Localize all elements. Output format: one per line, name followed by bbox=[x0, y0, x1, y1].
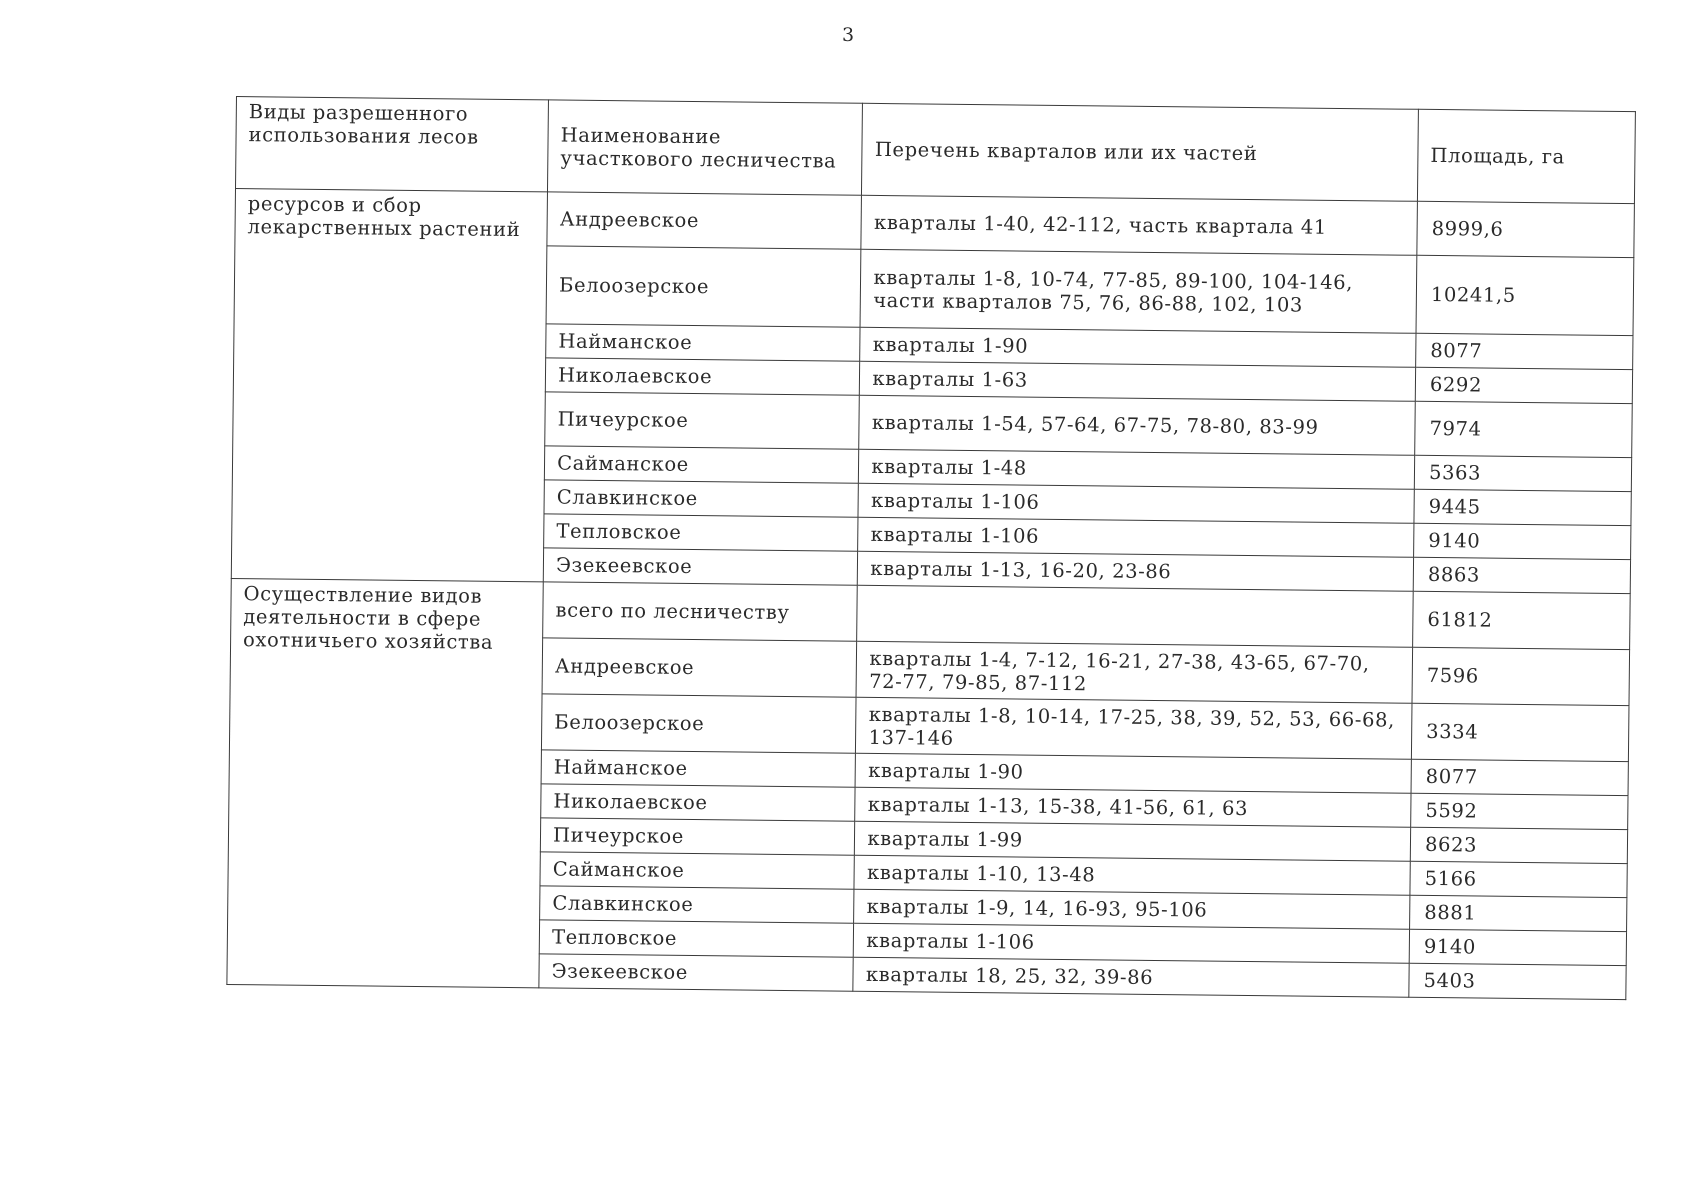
quarters-cell: кварталы 1-4, 7-12, 16-21, 27-38, 43-65, 67-70, 72-77, 79-85, 87-112 bbox=[856, 641, 1412, 703]
quarters-cell: кварталы 1-10, 13-48 bbox=[854, 855, 1410, 895]
quarters-cell: кварталы 1-13, 16-20, 23-86 bbox=[858, 551, 1414, 591]
quarters-cell: кварталы 18, 25, 32, 39-86 bbox=[853, 957, 1409, 997]
forest-use-table bbox=[226, 96, 1636, 1000]
forestry-cell: Эзекеевское bbox=[539, 954, 854, 991]
area-cell: 10241,5 bbox=[1416, 255, 1634, 335]
area-cell: 6292 bbox=[1415, 367, 1632, 403]
area-cell: 5403 bbox=[1409, 963, 1626, 999]
area-cell: 7596 bbox=[1412, 647, 1630, 705]
area-cell: 5166 bbox=[1410, 861, 1627, 897]
area-cell: 8863 bbox=[1413, 557, 1630, 593]
forestry-cell: Эзекеевское bbox=[543, 548, 858, 585]
quarters-cell: кварталы 1-106 bbox=[858, 483, 1414, 523]
forestry-cell: Белоозерское bbox=[546, 246, 861, 327]
forestry-cell: Найманское bbox=[546, 324, 861, 361]
page-number: 3 bbox=[841, 24, 856, 46]
quarters-cell: кварталы 1-90 bbox=[860, 327, 1416, 367]
area-cell: 8881 bbox=[1410, 895, 1627, 931]
forestry-cell: Найманское bbox=[541, 750, 856, 787]
table-header-row bbox=[235, 97, 1635, 204]
area-cell: 7974 bbox=[1415, 401, 1633, 457]
forestry-cell: Андреевское bbox=[547, 192, 862, 249]
area-cell: 61812 bbox=[1413, 591, 1631, 649]
quarters-cell: кварталы 1-106 bbox=[854, 923, 1410, 963]
quarters-cell: кварталы 1-8, 10-74, 77-85, 89-100, 104-146, части кварталов 75, 76, 86-88, 102, 103 bbox=[860, 249, 1416, 333]
header-area: Площадь, га bbox=[1417, 109, 1635, 203]
forestry-cell: Николаевское bbox=[541, 784, 856, 821]
quarters-cell: кварталы 1-90 bbox=[855, 753, 1411, 793]
header-quarters: Перечень кварталов или их частей bbox=[862, 103, 1419, 201]
area-cell: 5363 bbox=[1414, 455, 1631, 491]
area-cell: 3334 bbox=[1411, 703, 1629, 761]
forestry-cell: Андреевское bbox=[542, 638, 857, 697]
quarters-cell: кварталы 1-99 bbox=[855, 821, 1411, 861]
use-type-cell: Осуществление видов деятельности в сфере охотничьего хозяйства bbox=[227, 578, 543, 987]
area-cell: 5592 bbox=[1411, 793, 1628, 829]
forestry-cell: Николаевское bbox=[545, 358, 860, 395]
forestry-cell: Сайманское bbox=[540, 852, 855, 889]
quarters-cell: кварталы 1-106 bbox=[858, 517, 1414, 557]
forestry-cell: Тепловское bbox=[544, 514, 859, 551]
forestry-cell: всего по лесничеству bbox=[543, 582, 858, 641]
quarters-cell bbox=[857, 585, 1413, 647]
header-use: Виды разрешенного использования лесов bbox=[235, 97, 548, 192]
forestry-cell: Пичеурское bbox=[545, 392, 860, 449]
area-cell: 8623 bbox=[1410, 827, 1627, 863]
area-cell: 8077 bbox=[1411, 759, 1628, 795]
quarters-cell: кварталы 1-8, 10-14, 17-25, 38, 39, 52, 53, 66-68, 137-146 bbox=[856, 697, 1412, 759]
quarters-cell: кварталы 1-63 bbox=[860, 361, 1416, 401]
area-cell: 9140 bbox=[1409, 929, 1626, 965]
quarters-cell: кварталы 1-48 bbox=[859, 449, 1415, 489]
forestry-cell: Тепловское bbox=[539, 920, 854, 957]
forestry-cell: Сайманское bbox=[544, 446, 859, 483]
quarters-cell: кварталы 1-40, 42-112, часть квартала 41 bbox=[861, 195, 1417, 255]
forest-use-table-wrapper bbox=[226, 96, 1636, 1000]
forestry-cell: Славкинское bbox=[540, 886, 855, 923]
forestry-cell: Славкинское bbox=[544, 480, 859, 517]
forestry-cell: Пичеурское bbox=[540, 818, 855, 855]
area-cell: 8077 bbox=[1416, 333, 1633, 369]
quarters-cell: кварталы 1-13, 15-38, 41-56, 61, 63 bbox=[855, 787, 1411, 827]
header-forestry: Наименование участкового лесничества bbox=[548, 100, 863, 195]
area-cell: 8999,6 bbox=[1417, 201, 1635, 257]
area-cell: 9140 bbox=[1414, 523, 1631, 559]
area-cell: 9445 bbox=[1414, 489, 1631, 525]
quarters-cell: кварталы 1-9, 14, 16-93, 95-106 bbox=[854, 889, 1410, 929]
quarters-cell: кварталы 1-54, 57-64, 67-75, 78-80, 83-99 bbox=[859, 395, 1415, 455]
use-type-cell: ресурсов и сбор лекарственных растений bbox=[231, 189, 547, 582]
forestry-cell: Белоозерское bbox=[542, 694, 857, 753]
